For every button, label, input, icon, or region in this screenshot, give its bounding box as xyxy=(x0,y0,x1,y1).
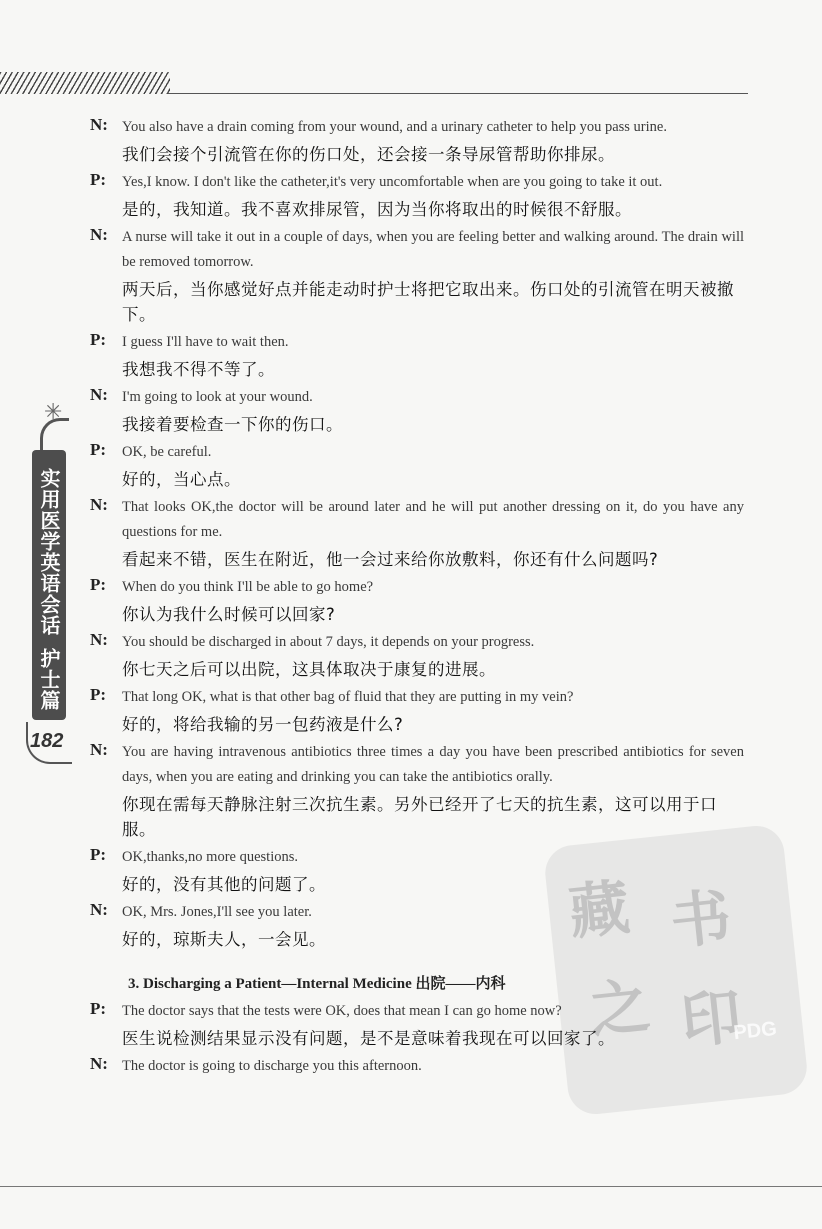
chinese-translation: 我们会接个引流管在你的伤口处，还会接一条导尿管帮助你排尿。 xyxy=(122,145,615,164)
dialogue-entry xyxy=(88,385,744,437)
sparkle-icon: ✳ xyxy=(44,400,63,425)
speaker-label: N: xyxy=(90,225,108,244)
chinese-translation: 两天后，当你感觉好点并能走动时护士将把它取出来。伤口处的引流管在明天被撤下。 xyxy=(122,280,734,324)
book-title: 实用医学英语会话 xyxy=(37,468,61,636)
dialogue xyxy=(88,115,744,1079)
chinese-translation: 医生说检测结果显示没有问题，是不是意味着我现在可以回家了。 xyxy=(122,1029,615,1048)
header-rule xyxy=(168,93,748,94)
watermark-text: PDG xyxy=(732,1017,778,1045)
dialogue-part-2 xyxy=(88,999,744,1079)
speaker-label: N: xyxy=(90,740,108,759)
dialogue-entry xyxy=(88,115,744,167)
chinese-translation: 你认为我什么时候可以回家? xyxy=(122,605,336,624)
header-hatch-decoration xyxy=(0,72,170,94)
chinese-translation: 我接着要检查一下你的伤口。 xyxy=(122,415,343,434)
speaker-label: P: xyxy=(90,685,107,704)
english-line: Yes,I know. I don't like the catheter,it's very uncomfortable when are you going to take it out. xyxy=(122,174,663,190)
chinese-translation: 你七天之后可以出院，这具体取决于康复的进展。 xyxy=(122,660,496,679)
section-title: 3. Discharging a Patient—Internal Medicine 出院——内科 xyxy=(128,976,506,992)
dialogue-part-1 xyxy=(88,115,744,952)
dialogue-entry xyxy=(88,999,744,1051)
chinese-translation: 好的，没有其他的问题了。 xyxy=(122,875,326,894)
chinese-translation: 好的，将给我输的另一包药液是什么? xyxy=(122,715,404,734)
book-subtitle: 护士篇 xyxy=(37,648,61,711)
speaker-label: P: xyxy=(90,440,107,459)
dialogue-entry xyxy=(88,440,744,492)
chinese-translation: 好的，当心点。 xyxy=(122,470,241,489)
dialogue-entry xyxy=(88,740,744,842)
speaker-label: P: xyxy=(90,845,107,864)
english-line: OK, Mrs. Jones,I'll see you later. xyxy=(122,904,312,920)
dialogue-entry xyxy=(88,845,744,897)
english-line: That looks OK,the doctor will be around later and he will put another dressing on it, do you have any questions for me. xyxy=(122,499,744,540)
speaker-label: N: xyxy=(90,1054,108,1073)
dialogue-entry xyxy=(88,630,744,682)
chinese-translation: 你现在需每天静脉注射三次抗生素。另外已经开了七天的抗生素，这可以用于口服。 xyxy=(122,795,717,839)
watermark-stamp: 藏 书 之 印 PDG xyxy=(543,823,810,1117)
speaker-label: N: xyxy=(90,630,108,649)
speaker-label: N: xyxy=(90,385,108,404)
footer-rule xyxy=(0,1186,822,1187)
dialogue-entry xyxy=(88,685,744,737)
dialogue-entry xyxy=(88,1054,744,1079)
english-line: OK, be careful. xyxy=(122,444,212,460)
dialogue-entry xyxy=(88,900,744,952)
speaker-label: N: xyxy=(90,115,108,134)
english-line: I'm going to look at your wound. xyxy=(122,389,313,405)
english-line: OK,thanks,no more questions. xyxy=(122,849,298,865)
speaker-label: N: xyxy=(90,900,108,919)
english-line: When do you think I'll be able to go home? xyxy=(122,579,374,595)
dialogue-entry xyxy=(88,575,744,627)
page-number: 182 xyxy=(30,730,64,752)
english-line: The doctor is going to discharge you this afternoon. xyxy=(122,1058,422,1074)
speaker-label: P: xyxy=(90,330,107,349)
chinese-translation: 好的，琼斯夫人，一会见。 xyxy=(122,930,326,949)
english-line: You also have a drain coming from your wound, and a urinary catheter to help you pass urine. xyxy=(122,119,667,135)
english-line: I guess I'll have to wait then. xyxy=(122,334,289,350)
english-line: You are having intravenous antibiotics three times a day you have been prescribed antibiotics for seven days, when you are eating and drinking you can take the antibiotics orally. xyxy=(122,744,744,785)
speaker-label: P: xyxy=(90,170,107,189)
dialogue-entry xyxy=(88,330,744,382)
english-line: That long OK, what is that other bag of fluid that they are putting in my vein? xyxy=(122,689,574,705)
side-tab xyxy=(32,450,66,720)
dialogue-entry xyxy=(88,225,744,327)
english-line: You should be discharged in about 7 days, it depends on your progress. xyxy=(122,634,535,650)
chinese-translation: 我想我不得不等了。 xyxy=(122,360,275,379)
english-line: A nurse will take it out in a couple of days, when you are feeling better and walking around. The drain will be removed tomorrow. xyxy=(122,229,744,270)
speaker-label: P: xyxy=(90,999,107,1018)
chinese-translation: 看起来不错，医生在附近，他一会过来给你放敷料，你还有什么问题吗? xyxy=(122,550,659,569)
chinese-translation: 是的，我知道。我不喜欢排尿管，因为当你将取出的时候很不舒服。 xyxy=(122,200,632,219)
dialogue-entry xyxy=(88,495,744,572)
dialogue-entry xyxy=(88,170,744,222)
speaker-label: P: xyxy=(90,575,107,594)
speaker-label: N: xyxy=(90,495,108,514)
english-line: The doctor says that the tests were OK, does that mean I can go home now? xyxy=(122,1003,562,1019)
